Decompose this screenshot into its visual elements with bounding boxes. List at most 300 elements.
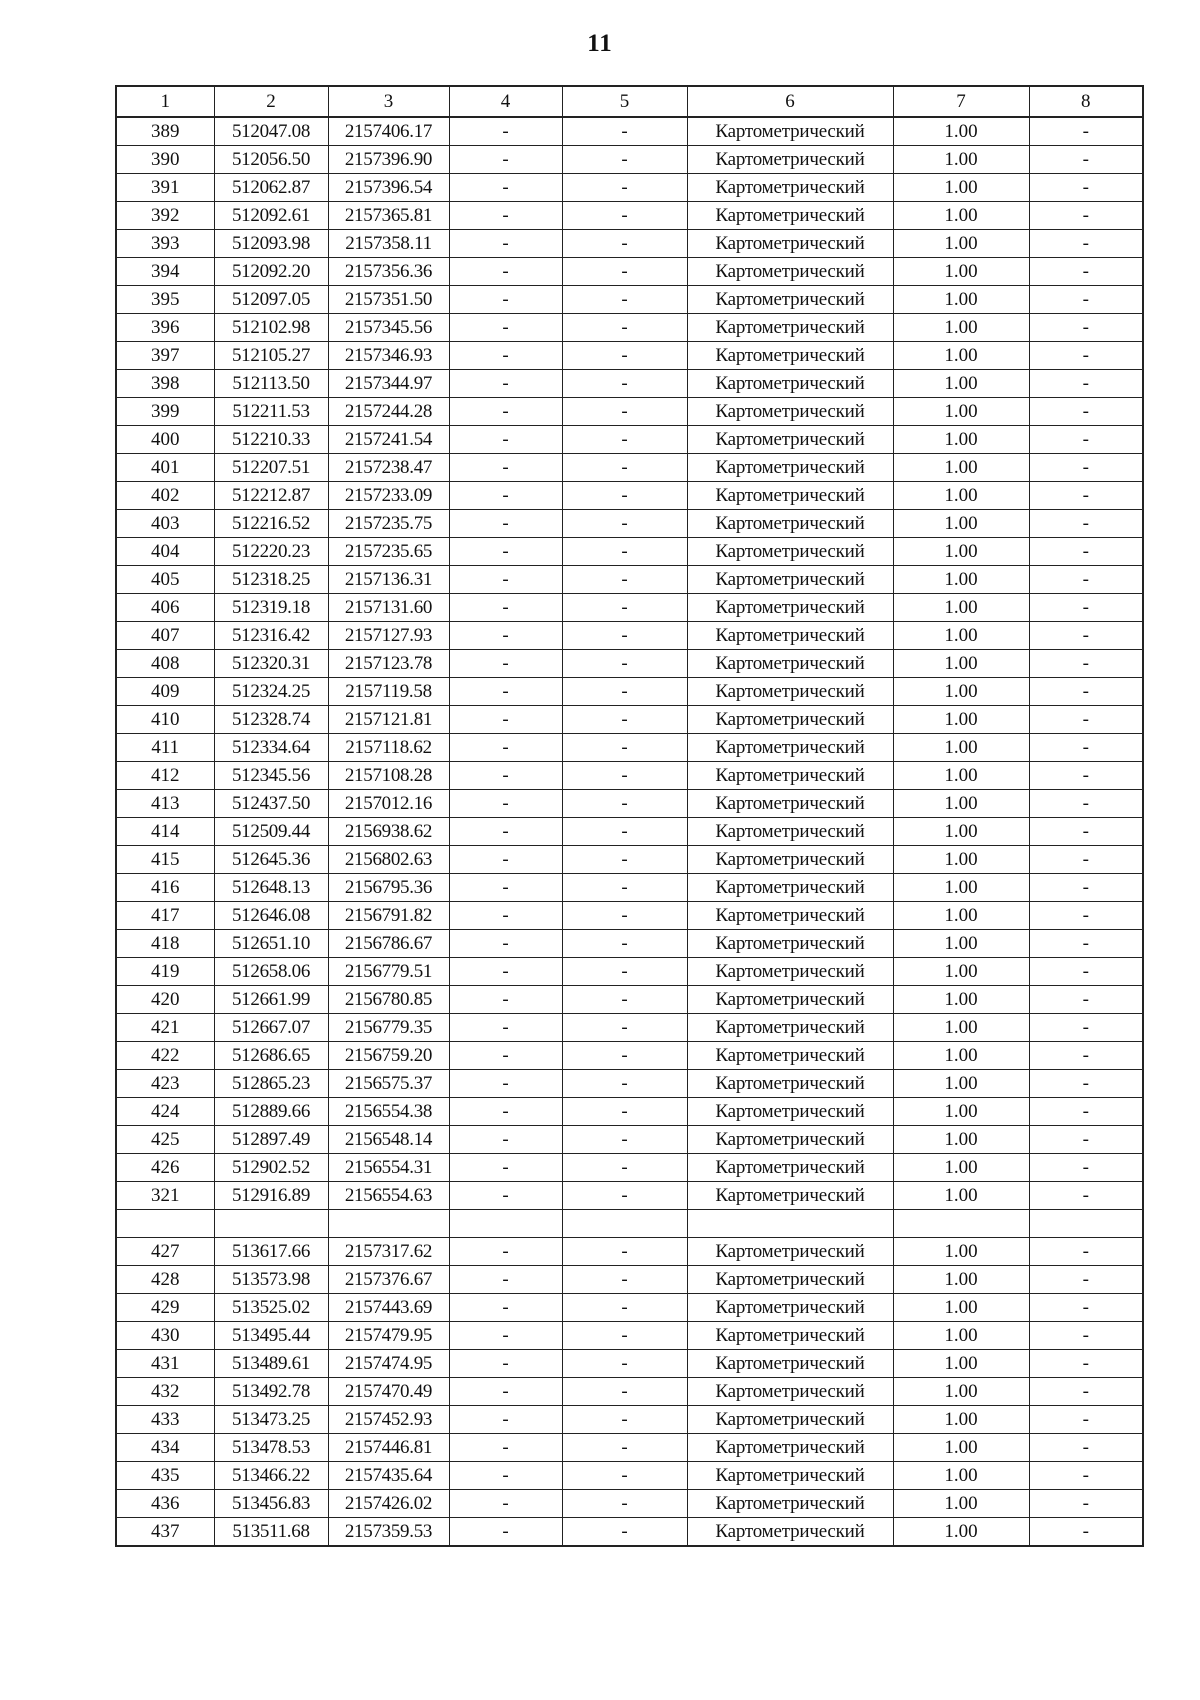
- col-4-value-cell: -: [449, 1126, 562, 1154]
- table-row: [116, 622, 1143, 650]
- method-value-cell: Картометрический: [687, 1434, 893, 1462]
- x-coordinate-cell: 513617.66: [214, 1238, 328, 1266]
- col-4-value-cell: -: [449, 1462, 562, 1490]
- method-value-cell: Картометрический: [687, 706, 893, 734]
- table-row: [116, 650, 1143, 678]
- point-number-cell: 432: [116, 1378, 214, 1406]
- table-row: [116, 1182, 1143, 1210]
- x-coordinate-cell: 513525.02: [214, 1294, 328, 1322]
- accuracy-value-cell: 1.00: [893, 1126, 1029, 1154]
- table-row: [116, 1154, 1143, 1182]
- accuracy-value-cell: 1.00: [893, 482, 1029, 510]
- table-row: [116, 958, 1143, 986]
- y-coordinate-cell: 2157351.50: [328, 286, 449, 314]
- x-coordinate-cell: 512210.33: [214, 426, 328, 454]
- x-coordinate-cell: 512509.44: [214, 818, 328, 846]
- col-4-value-cell: -: [449, 566, 562, 594]
- col-8-value-cell: -: [1029, 678, 1143, 706]
- col-8-value-cell: -: [1029, 370, 1143, 398]
- x-coordinate-cell: 512220.23: [214, 538, 328, 566]
- accuracy-value-cell: 1.00: [893, 902, 1029, 930]
- accuracy-value-cell: 1.00: [893, 202, 1029, 230]
- method-value-cell: Картометрический: [687, 1126, 893, 1154]
- method-value-cell: Картометрический: [687, 146, 893, 174]
- col-8-value-cell: -: [1029, 1322, 1143, 1350]
- method-value-cell: Картометрический: [687, 286, 893, 314]
- col-8-value-cell: -: [1029, 258, 1143, 286]
- accuracy-value-cell: 1.00: [893, 426, 1029, 454]
- accuracy-value-cell: 1.00: [893, 734, 1029, 762]
- col-5-value-cell: -: [562, 117, 687, 146]
- x-coordinate-cell: 513573.98: [214, 1266, 328, 1294]
- col-8-value-cell: -: [1029, 1518, 1143, 1547]
- col-5-value-cell: -: [562, 594, 687, 622]
- col-8-value-cell: -: [1029, 1406, 1143, 1434]
- table-row: [116, 706, 1143, 734]
- y-coordinate-cell: 2157443.69: [328, 1294, 449, 1322]
- col-8-value-cell: -: [1029, 958, 1143, 986]
- accuracy-value-cell: 1.00: [893, 1350, 1029, 1378]
- col-4-value-cell: -: [449, 1294, 562, 1322]
- y-coordinate-cell: 2157435.64: [328, 1462, 449, 1490]
- accuracy-value-cell: 1.00: [893, 622, 1029, 650]
- col-8-value-cell: -: [1029, 230, 1143, 258]
- col-4-value-cell: -: [449, 1154, 562, 1182]
- col-5-value-cell: -: [562, 930, 687, 958]
- column-header: 6: [687, 86, 893, 117]
- col-5-value-cell: -: [562, 174, 687, 202]
- x-coordinate-cell: 512056.50: [214, 146, 328, 174]
- accuracy-value-cell: 1.00: [893, 818, 1029, 846]
- point-number-cell: 399: [116, 398, 214, 426]
- col-5-value-cell: -: [562, 1322, 687, 1350]
- accuracy-value-cell: 1.00: [893, 538, 1029, 566]
- col-5-value-cell: -: [562, 790, 687, 818]
- accuracy-value-cell: 1.00: [893, 1406, 1029, 1434]
- col-4-value-cell: -: [449, 762, 562, 790]
- col-5-value-cell: -: [562, 202, 687, 230]
- table-row: [116, 146, 1143, 174]
- point-number-cell: 393: [116, 230, 214, 258]
- method-value-cell: Картометрический: [687, 818, 893, 846]
- col-8-value-cell: -: [1029, 1434, 1143, 1462]
- accuracy-value-cell: 1.00: [893, 1238, 1029, 1266]
- table-row: [116, 1350, 1143, 1378]
- table-row: [116, 370, 1143, 398]
- point-number-cell: 403: [116, 510, 214, 538]
- accuracy-value-cell: 1.00: [893, 678, 1029, 706]
- table-row: [116, 314, 1143, 342]
- col-5-value-cell: -: [562, 286, 687, 314]
- col-5-value-cell: -: [562, 566, 687, 594]
- x-coordinate-cell: 513466.22: [214, 1462, 328, 1490]
- x-coordinate-cell: 513478.53: [214, 1434, 328, 1462]
- col-4-value-cell: -: [449, 1434, 562, 1462]
- y-coordinate-cell: 2157317.62: [328, 1238, 449, 1266]
- y-coordinate-cell: 2156791.82: [328, 902, 449, 930]
- method-value-cell: Картометрический: [687, 117, 893, 146]
- method-value-cell: Картометрический: [687, 790, 893, 818]
- col-4-value-cell: -: [449, 678, 562, 706]
- y-coordinate-cell: 2157474.95: [328, 1350, 449, 1378]
- col-5-value-cell: -: [562, 230, 687, 258]
- x-coordinate-cell: 512097.05: [214, 286, 328, 314]
- accuracy-value-cell: 1.00: [893, 1378, 1029, 1406]
- accuracy-value-cell: 1.00: [893, 1434, 1029, 1462]
- x-coordinate-cell: 512345.56: [214, 762, 328, 790]
- method-value-cell: Картометрический: [687, 958, 893, 986]
- y-coordinate-cell: 2156759.20: [328, 1042, 449, 1070]
- x-coordinate-cell: 512212.87: [214, 482, 328, 510]
- table-body: [116, 117, 1143, 1546]
- table-row: [116, 1462, 1143, 1490]
- table-row: [116, 762, 1143, 790]
- col-4-value-cell: -: [449, 846, 562, 874]
- y-coordinate-cell: 2156779.35: [328, 1014, 449, 1042]
- method-value-cell: Картометрический: [687, 1014, 893, 1042]
- column-header: 7: [893, 86, 1029, 117]
- x-coordinate-cell: 512328.74: [214, 706, 328, 734]
- method-value-cell: Картометрический: [687, 1266, 893, 1294]
- table-row: [116, 1378, 1143, 1406]
- table-row: [116, 986, 1143, 1014]
- table-row: [116, 1406, 1143, 1434]
- y-coordinate-cell: 2157235.75: [328, 510, 449, 538]
- table-row: [116, 117, 1143, 146]
- col-4-value-cell: -: [449, 1266, 562, 1294]
- table-row: [116, 902, 1143, 930]
- col-4-value-cell: -: [449, 818, 562, 846]
- y-coordinate-cell: 2157233.09: [328, 482, 449, 510]
- accuracy-value-cell: 1.00: [893, 650, 1029, 678]
- col-8-value-cell: -: [1029, 734, 1143, 762]
- col-5-value-cell: -: [562, 874, 687, 902]
- y-coordinate-cell: 2156554.63: [328, 1182, 449, 1210]
- y-coordinate-cell: 2157108.28: [328, 762, 449, 790]
- col-4-value-cell: -: [449, 1042, 562, 1070]
- col-5-value-cell: -: [562, 258, 687, 286]
- col-4-value-cell: -: [449, 1350, 562, 1378]
- x-coordinate-cell: 512320.31: [214, 650, 328, 678]
- table-row: [116, 1266, 1143, 1294]
- x-coordinate-cell: 512105.27: [214, 342, 328, 370]
- col-8-value-cell: -: [1029, 874, 1143, 902]
- col-5-value-cell: -: [562, 454, 687, 482]
- y-coordinate-cell: 2157479.95: [328, 1322, 449, 1350]
- col-5-value-cell: -: [562, 902, 687, 930]
- table-row: [116, 818, 1143, 846]
- method-value-cell: Картометрический: [687, 1322, 893, 1350]
- accuracy-value-cell: 1.00: [893, 1490, 1029, 1518]
- method-value-cell: Картометрический: [687, 398, 893, 426]
- point-number-cell: 425: [116, 1126, 214, 1154]
- col-4-value-cell: -: [449, 258, 562, 286]
- point-number-cell: 419: [116, 958, 214, 986]
- table-header-row: [116, 86, 1143, 117]
- col-8-value-cell: -: [1029, 594, 1143, 622]
- y-coordinate-cell: 2157452.93: [328, 1406, 449, 1434]
- y-coordinate-cell: 2157358.11: [328, 230, 449, 258]
- method-value-cell: Картометрический: [687, 370, 893, 398]
- col-5-value-cell: -: [562, 1070, 687, 1098]
- table-row: [116, 1014, 1143, 1042]
- point-number-cell: 434: [116, 1434, 214, 1462]
- y-coordinate-cell: 2157345.56: [328, 314, 449, 342]
- table-row: [116, 1126, 1143, 1154]
- table-row: [116, 342, 1143, 370]
- method-value-cell: Картометрический: [687, 454, 893, 482]
- accuracy-value-cell: 1.00: [893, 1294, 1029, 1322]
- col-8-value-cell: -: [1029, 1182, 1143, 1210]
- col-5-value-cell: -: [562, 734, 687, 762]
- point-number-cell: [116, 1210, 214, 1238]
- col-5-value-cell: -: [562, 986, 687, 1014]
- method-value-cell: Картометрический: [687, 1294, 893, 1322]
- col-8-value-cell: -: [1029, 818, 1143, 846]
- point-number-cell: 406: [116, 594, 214, 622]
- point-number-cell: 408: [116, 650, 214, 678]
- y-coordinate-cell: 2157136.31: [328, 566, 449, 594]
- point-number-cell: 402: [116, 482, 214, 510]
- col-8-value-cell: -: [1029, 174, 1143, 202]
- table-row: [116, 258, 1143, 286]
- y-coordinate-cell: 2157241.54: [328, 426, 449, 454]
- table-row: [116, 566, 1143, 594]
- table-row: [116, 1294, 1143, 1322]
- y-coordinate-cell: 2156575.37: [328, 1070, 449, 1098]
- table-row: [116, 286, 1143, 314]
- y-coordinate-cell: 2157396.54: [328, 174, 449, 202]
- col-8-value-cell: -: [1029, 117, 1143, 146]
- col-8-value-cell: -: [1029, 1266, 1143, 1294]
- column-header: 2: [214, 86, 328, 117]
- col-8-value-cell: -: [1029, 762, 1143, 790]
- col-8-value-cell: -: [1029, 1154, 1143, 1182]
- col-5-value-cell: -: [562, 482, 687, 510]
- x-coordinate-cell: 512661.99: [214, 986, 328, 1014]
- point-number-cell: 424: [116, 1098, 214, 1126]
- col-4-value-cell: -: [449, 398, 562, 426]
- y-coordinate-cell: 2157365.81: [328, 202, 449, 230]
- method-value-cell: [687, 1210, 893, 1238]
- y-coordinate-cell: 2157356.36: [328, 258, 449, 286]
- method-value-cell: Картометрический: [687, 678, 893, 706]
- method-value-cell: Картометрический: [687, 650, 893, 678]
- table-row: [116, 538, 1143, 566]
- point-number-cell: 423: [116, 1070, 214, 1098]
- y-coordinate-cell: 2156554.38: [328, 1098, 449, 1126]
- col-4-value-cell: -: [449, 902, 562, 930]
- col-8-value-cell: -: [1029, 1098, 1143, 1126]
- point-number-cell: 390: [116, 146, 214, 174]
- table-row: [116, 678, 1143, 706]
- accuracy-value-cell: 1.00: [893, 1014, 1029, 1042]
- x-coordinate-cell: 512324.25: [214, 678, 328, 706]
- page-number: 11: [587, 30, 613, 57]
- accuracy-value-cell: 1.00: [893, 958, 1029, 986]
- col-8-value-cell: -: [1029, 1070, 1143, 1098]
- col-5-value-cell: -: [562, 846, 687, 874]
- col-8-value-cell: -: [1029, 1378, 1143, 1406]
- x-coordinate-cell: 512102.98: [214, 314, 328, 342]
- point-number-cell: 426: [116, 1154, 214, 1182]
- method-value-cell: Картометрический: [687, 930, 893, 958]
- accuracy-value-cell: 1.00: [893, 762, 1029, 790]
- col-8-value-cell: -: [1029, 538, 1143, 566]
- point-number-cell: 392: [116, 202, 214, 230]
- table-row: [116, 1518, 1143, 1547]
- col-8-value-cell: -: [1029, 286, 1143, 314]
- col-5-value-cell: -: [562, 1098, 687, 1126]
- col-4-value-cell: -: [449, 538, 562, 566]
- col-8-value-cell: -: [1029, 566, 1143, 594]
- method-value-cell: Картометрический: [687, 1182, 893, 1210]
- col-5-value-cell: -: [562, 958, 687, 986]
- x-coordinate-cell: 513511.68: [214, 1518, 328, 1547]
- accuracy-value-cell: 1.00: [893, 986, 1029, 1014]
- col-5-value-cell: -: [562, 1350, 687, 1378]
- col-5-value-cell: -: [562, 314, 687, 342]
- col-5-value-cell: -: [562, 1182, 687, 1210]
- point-number-cell: 397: [116, 342, 214, 370]
- accuracy-value-cell: 1.00: [893, 1154, 1029, 1182]
- col-4-value-cell: -: [449, 510, 562, 538]
- accuracy-value-cell: 1.00: [893, 1098, 1029, 1126]
- x-coordinate-cell: 512865.23: [214, 1070, 328, 1098]
- y-coordinate-cell: 2156938.62: [328, 818, 449, 846]
- table-row: [116, 1098, 1143, 1126]
- col-8-value-cell: -: [1029, 454, 1143, 482]
- accuracy-value-cell: 1.00: [893, 1462, 1029, 1490]
- table-row: [116, 426, 1143, 454]
- y-coordinate-cell: 2156554.31: [328, 1154, 449, 1182]
- col-5-value-cell: -: [562, 1014, 687, 1042]
- col-8-value-cell: -: [1029, 314, 1143, 342]
- y-coordinate-cell: 2157131.60: [328, 594, 449, 622]
- method-value-cell: Картометрический: [687, 874, 893, 902]
- x-coordinate-cell: 512316.42: [214, 622, 328, 650]
- col-5-value-cell: -: [562, 1266, 687, 1294]
- col-4-value-cell: -: [449, 1098, 562, 1126]
- accuracy-value-cell: 1.00: [893, 1518, 1029, 1547]
- col-8-value-cell: -: [1029, 1014, 1143, 1042]
- method-value-cell: Картометрический: [687, 426, 893, 454]
- column-header: 8: [1029, 86, 1143, 117]
- col-4-value-cell: -: [449, 370, 562, 398]
- col-8-value-cell: -: [1029, 706, 1143, 734]
- method-value-cell: Картометрический: [687, 230, 893, 258]
- accuracy-value-cell: 1.00: [893, 146, 1029, 174]
- col-5-value-cell: -: [562, 370, 687, 398]
- point-number-cell: 391: [116, 174, 214, 202]
- col-5-value-cell: -: [562, 818, 687, 846]
- col-5-value-cell: -: [562, 650, 687, 678]
- y-coordinate-cell: 2156802.63: [328, 846, 449, 874]
- col-5-value-cell: -: [562, 1126, 687, 1154]
- col-5-value-cell: -: [562, 398, 687, 426]
- col-5-value-cell: -: [562, 1042, 687, 1070]
- y-coordinate-cell: 2156795.36: [328, 874, 449, 902]
- accuracy-value-cell: 1.00: [893, 846, 1029, 874]
- col-5-value-cell: -: [562, 1490, 687, 1518]
- y-coordinate-cell: 2156779.51: [328, 958, 449, 986]
- y-coordinate-cell: 2157118.62: [328, 734, 449, 762]
- point-number-cell: 404: [116, 538, 214, 566]
- col-4-value-cell: -: [449, 650, 562, 678]
- x-coordinate-cell: 512319.18: [214, 594, 328, 622]
- col-8-value-cell: -: [1029, 1350, 1143, 1378]
- y-coordinate-cell: 2157470.49: [328, 1378, 449, 1406]
- table-row: [116, 230, 1143, 258]
- table-row: [116, 1322, 1143, 1350]
- method-value-cell: Картометрический: [687, 538, 893, 566]
- x-coordinate-cell: 512092.20: [214, 258, 328, 286]
- column-header: 1: [116, 86, 214, 117]
- point-number-cell: 435: [116, 1462, 214, 1490]
- x-coordinate-cell: 512092.61: [214, 202, 328, 230]
- accuracy-value-cell: 1.00: [893, 510, 1029, 538]
- point-number-cell: 398: [116, 370, 214, 398]
- col-4-value-cell: -: [449, 1518, 562, 1547]
- y-coordinate-cell: 2157359.53: [328, 1518, 449, 1547]
- col-4-value-cell: -: [449, 286, 562, 314]
- col-4-value-cell: -: [449, 1238, 562, 1266]
- table-row: [116, 1042, 1143, 1070]
- y-coordinate-cell: [328, 1210, 449, 1238]
- y-coordinate-cell: 2157238.47: [328, 454, 449, 482]
- point-number-cell: 433: [116, 1406, 214, 1434]
- col-4-value-cell: -: [449, 454, 562, 482]
- method-value-cell: Картометрический: [687, 1518, 893, 1547]
- point-number-cell: 410: [116, 706, 214, 734]
- col-5-value-cell: -: [562, 342, 687, 370]
- x-coordinate-cell: [214, 1210, 328, 1238]
- column-header: 3: [328, 86, 449, 117]
- x-coordinate-cell: 512889.66: [214, 1098, 328, 1126]
- column-header: 5: [562, 86, 687, 117]
- x-coordinate-cell: 512318.25: [214, 566, 328, 594]
- table-row: [116, 790, 1143, 818]
- point-number-cell: 401: [116, 454, 214, 482]
- col-4-value-cell: -: [449, 117, 562, 146]
- accuracy-value-cell: 1.00: [893, 342, 1029, 370]
- x-coordinate-cell: 512902.52: [214, 1154, 328, 1182]
- col-8-value-cell: -: [1029, 510, 1143, 538]
- y-coordinate-cell: 2157244.28: [328, 398, 449, 426]
- col-8-value-cell: -: [1029, 1126, 1143, 1154]
- col-5-value-cell: -: [562, 678, 687, 706]
- x-coordinate-cell: 513473.25: [214, 1406, 328, 1434]
- point-number-cell: 412: [116, 762, 214, 790]
- method-value-cell: Картометрический: [687, 594, 893, 622]
- method-value-cell: Картометрический: [687, 258, 893, 286]
- col-4-value-cell: -: [449, 1406, 562, 1434]
- method-value-cell: Картометрический: [687, 1154, 893, 1182]
- method-value-cell: Картометрический: [687, 314, 893, 342]
- accuracy-value-cell: 1.00: [893, 706, 1029, 734]
- col-4-value-cell: -: [449, 1322, 562, 1350]
- method-value-cell: Картометрический: [687, 1238, 893, 1266]
- col-4-value-cell: -: [449, 342, 562, 370]
- col-4-value-cell: [449, 1210, 562, 1238]
- accuracy-value-cell: 1.00: [893, 790, 1029, 818]
- col-5-value-cell: -: [562, 538, 687, 566]
- point-number-cell: 427: [116, 1238, 214, 1266]
- method-value-cell: Картометрический: [687, 902, 893, 930]
- x-coordinate-cell: 512437.50: [214, 790, 328, 818]
- point-number-cell: 394: [116, 258, 214, 286]
- col-4-value-cell: -: [449, 230, 562, 258]
